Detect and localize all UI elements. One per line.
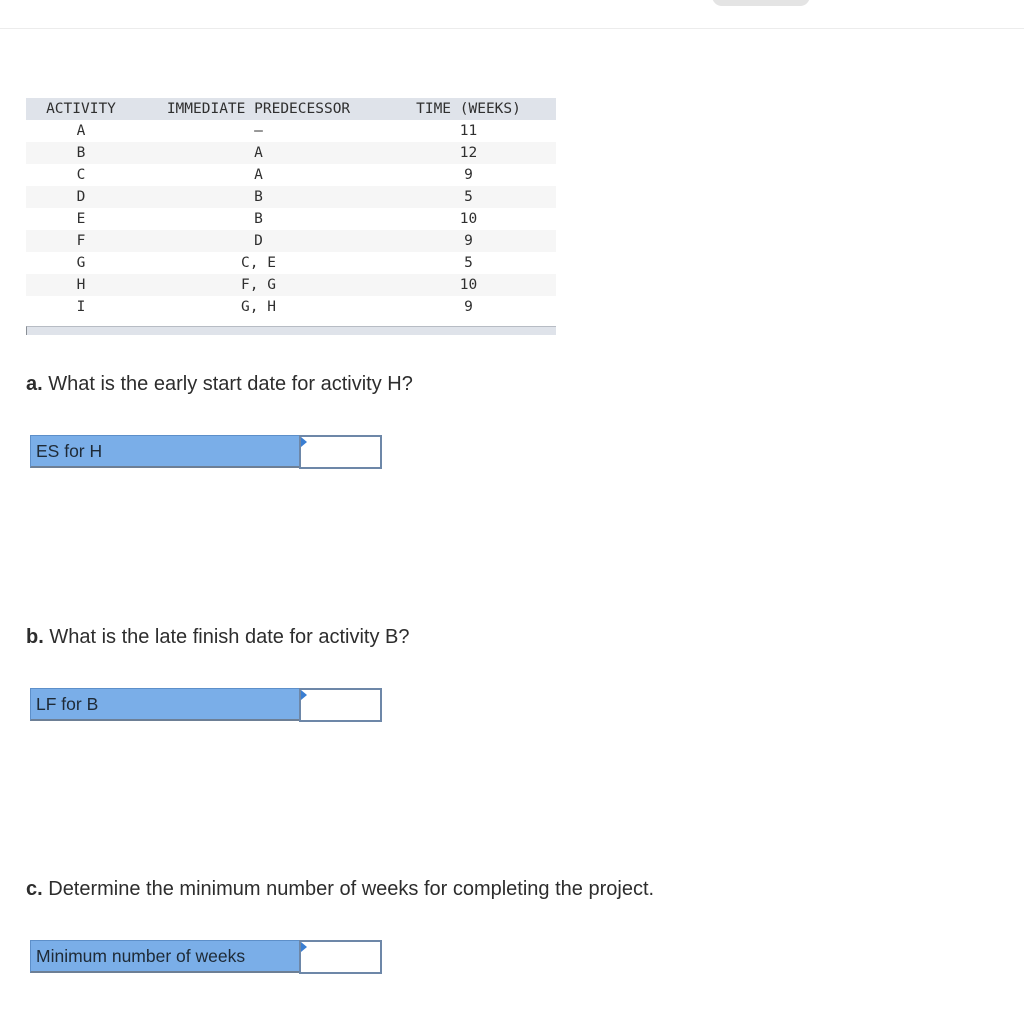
predecessor-cell: F, G	[136, 274, 381, 296]
activity-cell: D	[26, 186, 136, 208]
predecessor-cell: G, H	[136, 296, 381, 318]
table-row	[26, 120, 556, 142]
table-row	[26, 230, 556, 252]
activity-cell: F	[26, 230, 136, 252]
table-row	[26, 296, 556, 318]
question-c	[26, 878, 654, 901]
header-activity: ACTIVITY	[26, 98, 136, 120]
lf-for-b-input[interactable]	[299, 688, 382, 722]
predecessor-cell: D	[136, 230, 381, 252]
question-a-letter: a.	[26, 373, 43, 395]
minimum-weeks-label: Minimum number of weeks	[30, 940, 305, 973]
time-cell: 9	[381, 164, 556, 186]
question-c-text: Determine the minimum number of weeks for completing the project.	[42, 878, 655, 900]
question-a-text: What is the early start date for activity H?	[42, 373, 413, 395]
activity-cell: H	[26, 274, 136, 296]
table-row	[26, 274, 556, 296]
answer-row-min-weeks	[30, 940, 378, 974]
question-a	[26, 373, 413, 396]
time-cell: 5	[381, 252, 556, 274]
time-cell: 12	[381, 142, 556, 164]
minimum-weeks-input[interactable]	[299, 940, 382, 974]
time-cell: 5	[381, 186, 556, 208]
time-cell: 10	[381, 208, 556, 230]
predecessor-cell: B	[136, 186, 381, 208]
header-time-weeks: TIME (WEEKS)	[381, 98, 556, 120]
top-bar	[0, 0, 1024, 29]
table-header-row	[26, 98, 556, 120]
activity-cell: I	[26, 296, 136, 318]
table-row	[26, 164, 556, 186]
predecessor-cell: B	[136, 208, 381, 230]
time-cell: 10	[381, 274, 556, 296]
es-for-h-label: ES for H	[30, 435, 305, 468]
question-b-text: What is the late finish date for activity B?	[43, 626, 410, 648]
question-c-letter: c.	[26, 878, 43, 900]
question-b	[26, 626, 410, 649]
activity-cell: A	[26, 120, 136, 142]
table-row	[26, 186, 556, 208]
answer-row-lf-b	[30, 688, 378, 722]
activity-table-container	[26, 98, 556, 335]
predecessor-cell: A	[136, 164, 381, 186]
top-pill-button[interactable]	[712, 0, 810, 6]
time-cell: 11	[381, 120, 556, 142]
activity-cell: E	[26, 208, 136, 230]
predecessor-cell: —	[136, 120, 381, 142]
activity-table	[26, 98, 556, 318]
time-cell: 9	[381, 230, 556, 252]
activity-cell: C	[26, 164, 136, 186]
es-for-h-input[interactable]	[299, 435, 382, 469]
lf-for-b-label: LF for B	[30, 688, 305, 721]
question-b-letter: b.	[26, 626, 44, 648]
time-cell: 9	[381, 296, 556, 318]
table-row	[26, 252, 556, 274]
answer-row-es-h	[30, 435, 378, 469]
table-row	[26, 142, 556, 164]
predecessor-cell: C, E	[136, 252, 381, 274]
predecessor-cell: A	[136, 142, 381, 164]
activity-cell: B	[26, 142, 136, 164]
activity-cell: G	[26, 252, 136, 274]
header-immediate-predecessor: IMMEDIATE PREDECESSOR	[136, 98, 381, 120]
table-row	[26, 208, 556, 230]
table-footer	[26, 326, 556, 335]
